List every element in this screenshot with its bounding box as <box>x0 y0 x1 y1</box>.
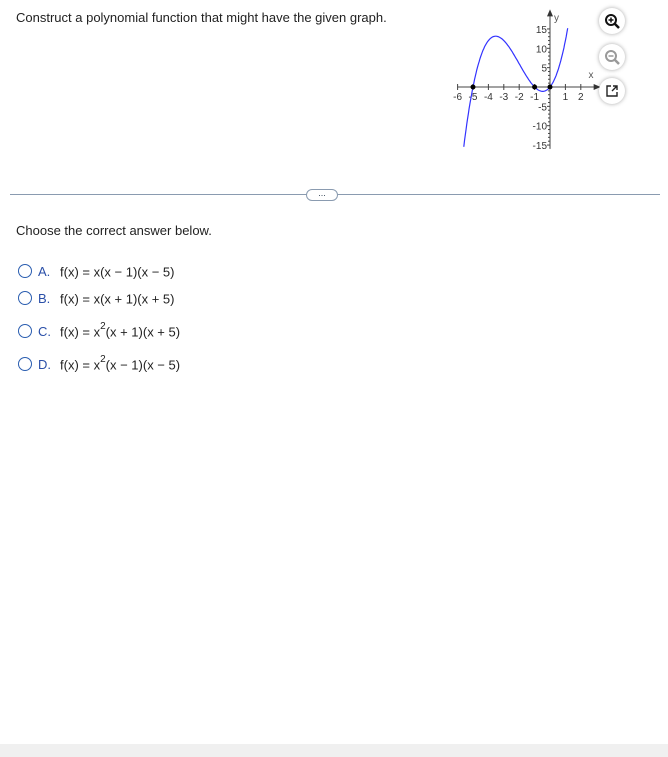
equation-part: f(x) = x(x − 1)(x − 5) <box>60 264 175 280</box>
radio-button[interactable] <box>18 291 32 305</box>
option-equation <box>60 356 180 372</box>
y-tick-label: 5 <box>541 63 547 75</box>
option-equation <box>60 290 175 306</box>
y-axis-label: y <box>554 13 559 25</box>
intercept-point <box>548 85 553 90</box>
option-d[interactable] <box>18 356 180 372</box>
x-tick-label: -6 <box>453 92 463 103</box>
more-button[interactable]: ... <box>306 189 338 201</box>
y-tick-label: -5 <box>538 102 547 114</box>
exponent: 2 <box>100 321 106 332</box>
x-tick-label: -2 <box>514 92 524 103</box>
equation-part: f(x) = x <box>60 324 101 340</box>
x-tick-label: -4 <box>483 92 493 103</box>
zoom-out-icon <box>604 49 620 65</box>
option-c[interactable] <box>18 323 180 339</box>
graph <box>440 0 600 160</box>
exponent: 2 <box>100 354 106 365</box>
option-equation <box>60 263 175 279</box>
zoom-out-button[interactable] <box>599 44 625 70</box>
option-a[interactable] <box>18 263 175 279</box>
option-letter: C. <box>38 324 51 340</box>
option-letter: D. <box>38 357 51 373</box>
x-tick-label: -1 <box>530 92 540 103</box>
popout-icon <box>605 84 619 98</box>
x-tick-label: -5 <box>468 92 478 103</box>
equation-part: (x − 1)(x − 5) <box>105 357 181 373</box>
footer-bar <box>0 744 668 757</box>
option-equation <box>60 323 180 339</box>
radio-button[interactable] <box>18 357 32 371</box>
y-tick-label: 15 <box>535 24 547 36</box>
radio-button[interactable] <box>18 324 32 338</box>
x-axis-label: x <box>588 70 594 81</box>
option-b[interactable] <box>18 290 175 306</box>
question-text: Construct a polynomial function that might have the given graph. <box>16 10 387 25</box>
x-tick-label: -3 <box>499 92 509 103</box>
x-tick-label: 2 <box>578 92 584 103</box>
zoom-in-button[interactable] <box>599 8 625 34</box>
intercept-point <box>471 85 476 90</box>
x-tick-label: 1 <box>562 92 569 103</box>
equation-part: f(x) = x <box>60 357 101 373</box>
equation-part: f(x) = x(x + 1)(x + 5) <box>60 291 175 307</box>
radio-button[interactable] <box>18 264 32 278</box>
intercept-point <box>532 85 537 90</box>
option-letter: A. <box>38 264 51 280</box>
prompt-text: Choose the correct answer below. <box>16 223 212 238</box>
option-letter: B. <box>38 291 51 307</box>
y-tick-label: -10 <box>532 121 547 133</box>
y-tick-label: -15 <box>532 141 547 153</box>
popout-button[interactable] <box>599 78 625 104</box>
y-tick-label: 10 <box>535 44 547 56</box>
zoom-in-icon <box>604 13 620 29</box>
y-axis-arrow <box>547 9 553 16</box>
equation-part: (x + 1)(x + 5) <box>105 324 181 340</box>
